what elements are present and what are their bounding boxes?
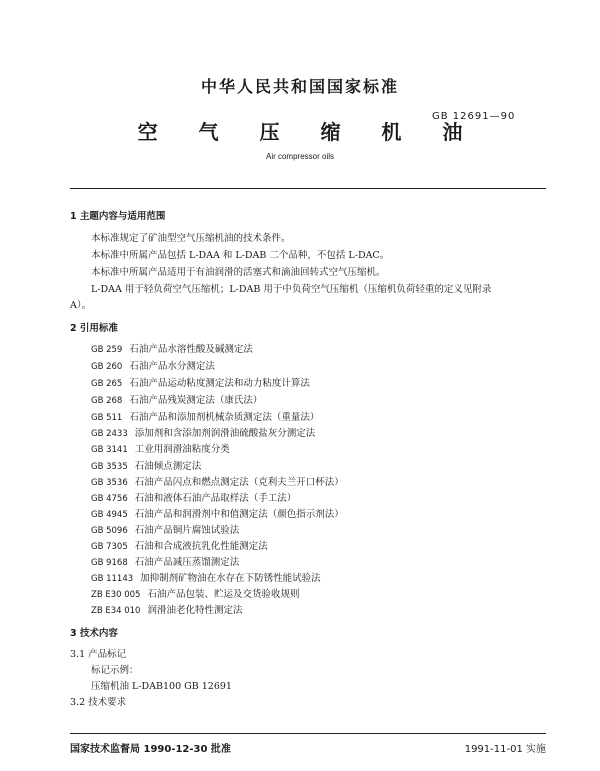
reference-item: GB 2433 添加剂和含添加剂润滑油硫酸盐灰分测定法 (91, 428, 316, 439)
reference-item: GB 9168 石油产品减压蒸馏测定法 (91, 557, 240, 568)
marking-example: 压缩机油 L-DAB100 GB 12691 (91, 681, 232, 692)
subsection-3-1-heading: 3.1 产品标记 (70, 649, 127, 660)
subsection-3-2-heading: 3.2 技术要求 (70, 697, 127, 708)
reference-item: GB 7305 石油和合成液抗乳化性能测定法 (91, 541, 268, 552)
section-2-heading: 2 引用标准 (70, 323, 118, 334)
section-1-paragraph-4-cont: A）。 (70, 300, 92, 311)
section-1-heading: 1 主题内容与适用范围 (70, 211, 166, 222)
reference-item: GB 3536 石油产品闪点和燃点测定法（克利夫兰开口杯法） (91, 477, 344, 488)
section-1-paragraph-2: 本标准中所属产品包括 L-DAA 和 L-DAB 二个品种，不包括 L-DAC。 (91, 250, 390, 261)
standard-number: GB 12691—90 (432, 111, 516, 122)
header-divider (70, 188, 546, 189)
reference-item: GB 3141 工业用润滑油粘度分类 (91, 444, 230, 455)
reference-item: GB 511 石油产品和添加剂机械杂质测定法（重量法） (91, 412, 320, 423)
reference-item: GB 4756 石油和液体石油产品取样法（手工法） (91, 493, 297, 504)
reference-item: GB 5096 石油产品铜片腐蚀试验法 (91, 525, 240, 536)
reference-item: GB 265 石油产品运动粘度测定法和动力粘度计算法 (91, 378, 310, 389)
reference-item: GB 259 石油产品水溶性酸及碱测定法 (91, 344, 253, 355)
section-1-paragraph-3: 本标准中所属产品适用于有油润滑的活塞式和滴油回转式空气压缩机。 (91, 267, 386, 278)
document-title: 空 气 压 缩 机 油 (137, 120, 480, 144)
issuing-organization: 中华人民共和国国家标准 (200, 77, 399, 96)
reference-item: GB 268 石油产品残炭测定法（康氏法） (91, 395, 263, 406)
reference-item: GB 4945 石油产品和润滑剂中和值测定法（颜色指示剂法） (91, 509, 344, 520)
section-1-paragraph-1: 本标准规定了矿油型空气压缩机油的技术条件。 (91, 233, 291, 244)
footer-divider (70, 733, 546, 734)
marking-example-label: 标记示例： (91, 665, 139, 676)
reference-item: ZB E34 010 润滑油老化特性测定法 (91, 605, 243, 616)
reference-item: GB 11143 加抑制剂矿物油在水存在下防锈性能试验法 (91, 573, 321, 584)
reference-item: GB 260 石油产品水分测定法 (91, 361, 215, 372)
section-1-paragraph-4: L-DAA 用于轻负荷空气压缩机；L-DAB 用于中负荷空气压缩机（压缩机负荷轻重的定义见附录 (91, 284, 492, 295)
effective-date: 1991-11-01 实施 (464, 744, 546, 755)
document-subtitle: Air compressor oils (265, 152, 334, 161)
reference-item: GB 3535 石油倾点测定法 (91, 461, 202, 472)
section-3-heading: 3 技术内容 (70, 628, 118, 639)
reference-item: ZB E30 005 石油产品包装、贮运及交货验收规则 (91, 589, 300, 600)
approval-info: 国家技术监督局 1990-12-30 批准 (70, 744, 231, 755)
